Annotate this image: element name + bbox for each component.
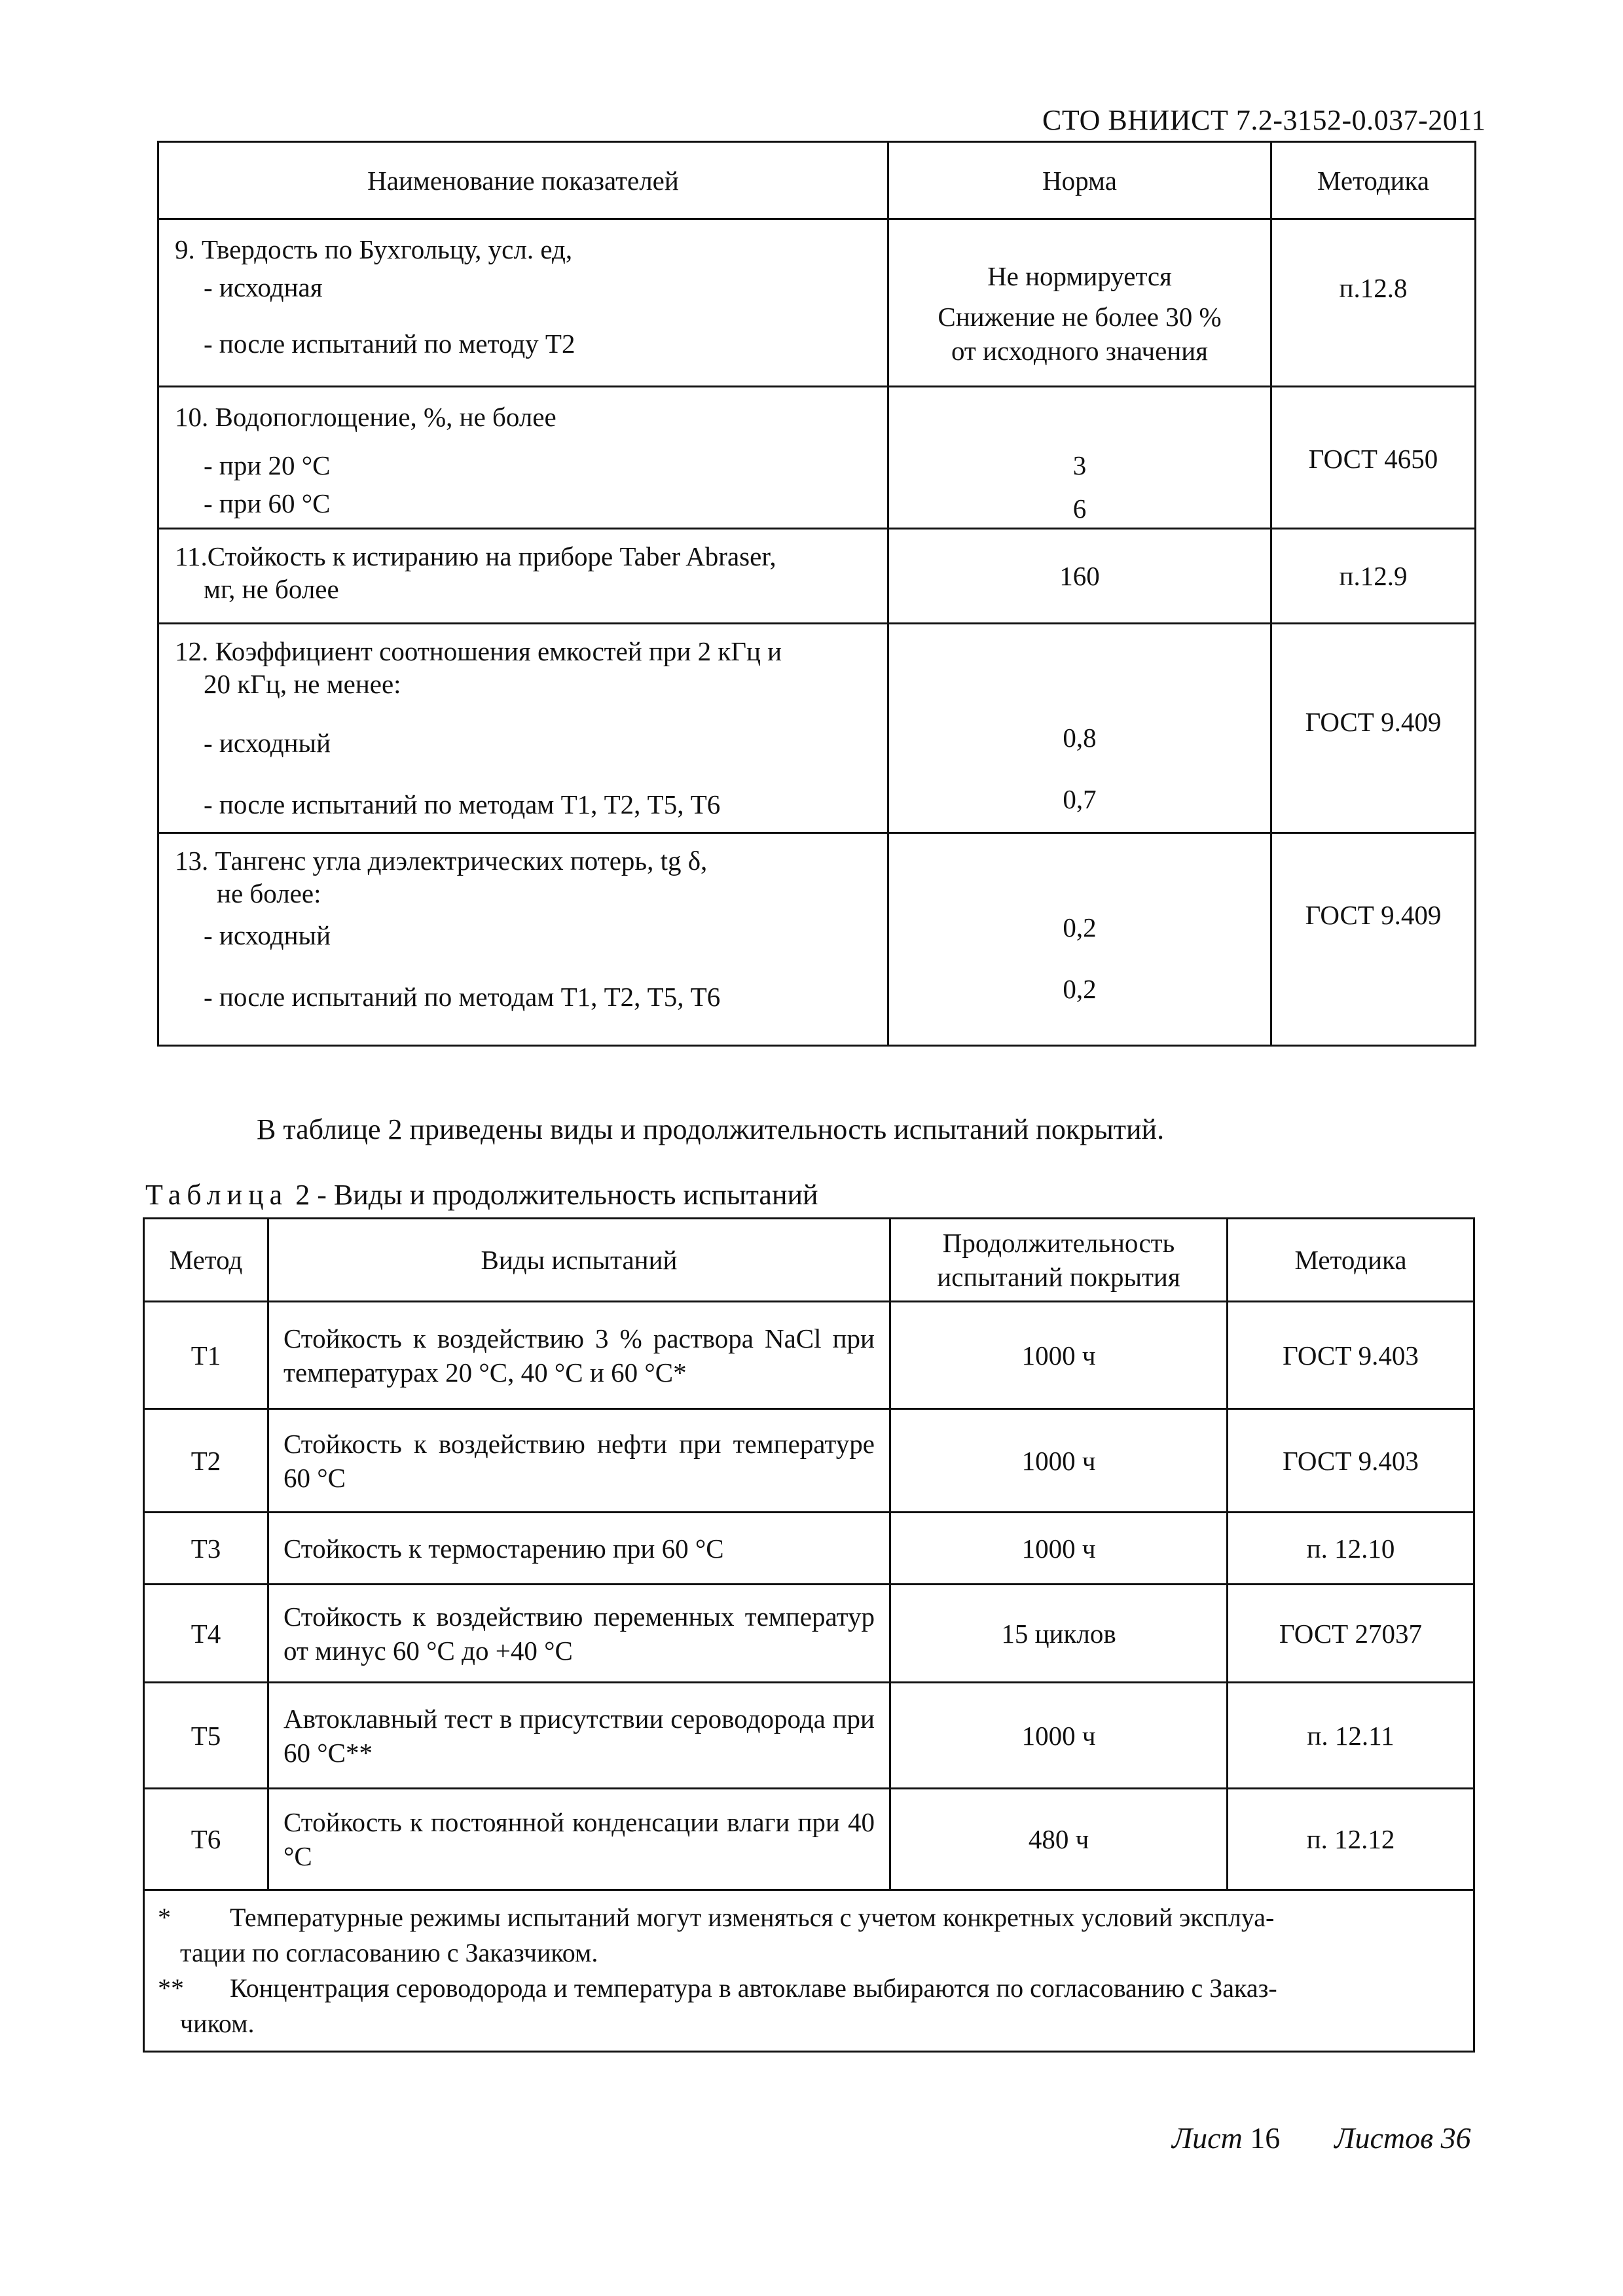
norm-cell [888, 387, 1271, 529]
method-code: Т3 [144, 1513, 268, 1585]
column-header: Методика [1228, 1219, 1474, 1302]
method-cell: п.12.8 [1271, 219, 1476, 387]
footnote-mark: * [158, 1903, 171, 1932]
method-code: Т5 [144, 1683, 268, 1789]
table-row [144, 1683, 1474, 1789]
norm-cell [888, 219, 1271, 387]
table-row [144, 1302, 1474, 1409]
indicator-text: - при 20 °С [204, 450, 331, 480]
test-duration: 1000 ч [890, 1683, 1228, 1789]
norm-text: Не нормируется [987, 261, 1172, 291]
test-standard: п. 12.11 [1228, 1683, 1474, 1789]
sheets-total: 36 [1440, 2121, 1471, 2155]
indicator-text: не более: [217, 878, 321, 908]
column-header: Наименование показателей [158, 142, 888, 219]
method-cell: ГОСТ 9.409 [1271, 624, 1476, 833]
norm-text: 160 [1059, 561, 1100, 591]
footnote-text: Температурные режимы испытаний могут изменяться с учетом конкретных условий эксплуа- [230, 1903, 1275, 1932]
indicator-text: 13. Тангенс угла диэлектрических потерь, tg δ, [175, 846, 708, 876]
norm-text: 0,2 [1063, 912, 1097, 942]
footnote-mark: ** [158, 1973, 184, 2003]
indicator-text: - после испытаний по методам Т1, Т2, Т5, Т6 [204, 789, 721, 819]
table-header-row [158, 142, 1476, 219]
footnote-text: тации по согласованию с Заказчиком. [180, 1938, 598, 1967]
table-row [158, 833, 1476, 1046]
norm-cell [888, 529, 1271, 624]
column-header: Продолжительность испытаний покрытия [890, 1219, 1228, 1302]
table-row [158, 529, 1476, 624]
test-standard: ГОСТ 27037 [1228, 1585, 1474, 1683]
indicator-text: - после испытаний по методам Т1, Т2, Т5, Т6 [204, 982, 721, 1012]
table-row [158, 219, 1476, 387]
indicator-text: мг, не более [204, 574, 339, 604]
indicator-text: 12. Коэффициент соотношения емкостей при 2 кГц и [175, 636, 782, 666]
test-type: Стойкость к постоянной конденсации влаги при 40 °С [268, 1789, 890, 1890]
indicator-text: 20 кГц, не менее: [204, 669, 401, 699]
intro-paragraph: В таблице 2 приведены виды и продолжительность испытаний покрытий. [257, 1113, 1165, 1145]
method-cell: п.12.9 [1271, 529, 1476, 624]
test-duration: 1000 ч [890, 1409, 1228, 1513]
table2-title [145, 1178, 818, 1211]
footnote-text: чиком. [180, 2009, 255, 2038]
indicator-text: 9. Твердость по Бухгольцу, усл. ед, [175, 234, 573, 264]
table-row [144, 1409, 1474, 1513]
test-duration: 1000 ч [890, 1513, 1228, 1585]
test-duration: 1000 ч [890, 1302, 1228, 1409]
indicator-text: 11.Стойкость к истиранию на приборе Taber Abraser, [175, 541, 776, 571]
test-standard: п. 12.12 [1228, 1789, 1474, 1890]
table-header-row [144, 1219, 1474, 1302]
norm-cell [888, 624, 1271, 833]
test-type: Стойкость к воздействию нефти при температуре 60 °С [268, 1409, 890, 1513]
footnote [158, 1900, 1467, 1971]
test-standard: ГОСТ 9.403 [1228, 1302, 1474, 1409]
test-type: Автоклавный тест в присутствии сероводорода при 60 °С** [268, 1683, 890, 1789]
table-row [144, 1789, 1474, 1890]
norm-text: от исходного значения [951, 336, 1209, 366]
indicator-text: - при 60 °С [204, 488, 331, 518]
table-notes-row [144, 1890, 1474, 2052]
norm-text: 0,7 [1063, 784, 1097, 814]
indicator-cell [158, 219, 888, 387]
indicator-cell [158, 833, 888, 1046]
table-row [158, 624, 1476, 833]
footnote [158, 1971, 1467, 2041]
test-type: Стойкость к воздействию переменных температур от минус 60 °С до +40 °С [268, 1585, 890, 1683]
column-header: Метод [144, 1219, 268, 1302]
norm-text: 0,2 [1063, 974, 1097, 1004]
indicator-text: - после испытаний по методу Т2 [204, 329, 575, 359]
norm-text: 6 [1072, 493, 1087, 524]
method-cell: ГОСТ 9.409 [1271, 833, 1476, 1046]
indicator-cell [158, 624, 888, 833]
sheet-number: 16 [1250, 2121, 1281, 2155]
indicator-cell [158, 387, 888, 529]
test-standard: п. 12.10 [1228, 1513, 1474, 1585]
table-notes [144, 1890, 1474, 2052]
table-row [158, 387, 1476, 529]
sheet-label: Лист [1172, 2121, 1243, 2155]
column-header: Виды испытаний [268, 1219, 890, 1302]
properties-table [157, 141, 1476, 1047]
tests-table [143, 1217, 1475, 2053]
table-row [144, 1513, 1474, 1585]
test-type: Стойкость к термостарению при 60 °С [268, 1513, 890, 1585]
indicator-text: 10. Водопоглощение, %, не более [175, 402, 556, 432]
table-caption-prefix: Таблица [145, 1179, 289, 1211]
indicator-text: - исходная [204, 272, 323, 302]
table-caption-text: 2 - Виды и продолжительность испытаний [295, 1179, 818, 1211]
method-cell: ГОСТ 4650 [1271, 387, 1476, 529]
test-duration: 15 циклов [890, 1585, 1228, 1683]
method-code: Т4 [144, 1585, 268, 1683]
norm-text: 0,8 [1063, 723, 1097, 753]
sheets-label: Листов [1334, 2121, 1434, 2155]
norm-text: 3 [1072, 450, 1087, 480]
norm-cell [888, 833, 1271, 1046]
method-code: Т1 [144, 1302, 268, 1409]
indicator-cell [158, 529, 888, 624]
indicator-text: - исходный [204, 728, 331, 758]
norm-text: Снижение не более 30 % [938, 302, 1222, 332]
table-row [144, 1585, 1474, 1683]
test-duration: 480 ч [890, 1789, 1228, 1890]
indicator-text: - исходный [204, 920, 331, 950]
test-standard: ГОСТ 9.403 [1228, 1409, 1474, 1513]
page-footer [1172, 2121, 1471, 2155]
method-code: Т2 [144, 1409, 268, 1513]
footnote-text: Концентрация сероводорода и температура в автоклаве выбираются по согласованию с Заказ- [230, 1973, 1277, 2003]
column-header: Методика [1271, 142, 1476, 219]
method-code: Т6 [144, 1789, 268, 1890]
column-header: Норма [888, 142, 1271, 219]
test-type: Стойкость к воздействию 3 % раствора NaCl при температурах 20 °С, 40 °С и 60 °С* [268, 1302, 890, 1409]
document-code: СТО ВНИИСТ 7.2-3152-0.037-2011 [1042, 104, 1486, 136]
